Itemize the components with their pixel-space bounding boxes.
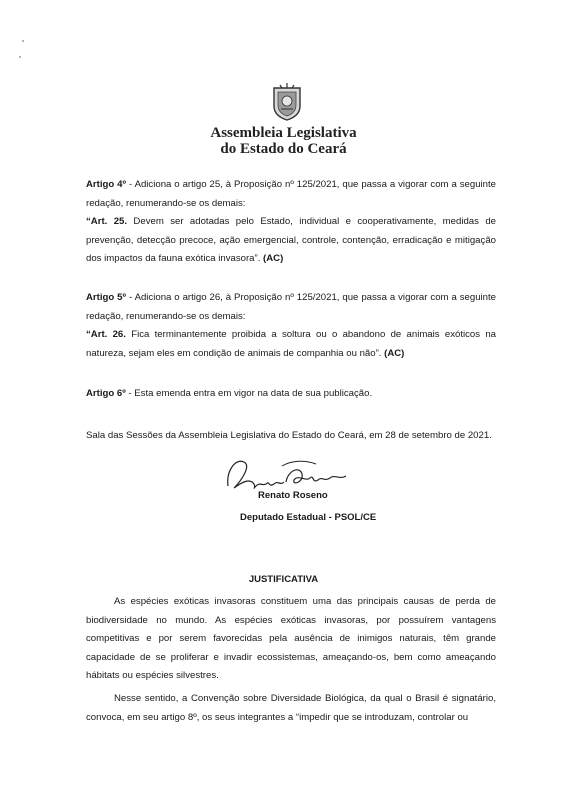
article-4-text: - Adiciona o artigo 25, à Proposição nº 125/2021, que passa a vigorar com a seguinte redação, renumerando-se os demais:	[86, 179, 497, 209]
institution-name-line1: Assembleia Legislativa	[210, 125, 357, 141]
article-5-quote-text: Fica terminantemente proibida a soltura ou o abandono de animais exóticos na natureza, sejam eles em condição de animais de companhia ou não”.	[86, 329, 497, 359]
article-6-text: - Esta emenda entra em vigor na data de sua publicação.	[125, 388, 373, 399]
article-6-label: Artigo 6º	[86, 388, 126, 399]
article-4-quote-text: Devem ser adotadas pelo Estado, individual e cooperativamente, medidas de prevenção, detecção precoce, ação emergencial, controle, contenção, erradicação e mitigação dos impactos da fauna exótica invasora”.	[86, 216, 496, 265]
article-4-label: Artigo 4º	[86, 179, 127, 190]
article-5-quote-label: “Art. 26.	[86, 329, 126, 341]
session-text: Sala das Sessões da Assembleia Legislativa do Estado do Ceará, em 28 de setembro de 2021.	[86, 430, 492, 441]
article-5-label: Artigo 5º	[86, 292, 127, 303]
justificativa-paragraph-1: As espécies exóticas invasoras constituem uma das principais causas de perda de biodiversidade no mundo. As espécies exóticas invasoras, por possuírem vantagens competitivas e por serem favorecidas pela ausência de inimigos naturais, têm grande capacidade de se proliferar e invadir ecossistemas, ameaçando-os, bem como ameaçando hábitats ou espécies silvestres.	[86, 596, 496, 682]
signatory-name: Renato Roseno	[258, 490, 328, 501]
article-6	[86, 385, 496, 404]
article-5-text: - Adiciona o artigo 26, à Proposição nº 125/2021, que passa a vigorar com a seguinte redação, renumerando-se os demais:	[86, 292, 497, 322]
justificativa-title: JUSTIFICATIVA	[248, 574, 319, 585]
article-5-tag: (AC)	[381, 347, 405, 359]
justificativa-body	[86, 593, 496, 727]
scan-speck	[19, 56, 21, 58]
scan-speck	[22, 40, 24, 42]
article-5	[86, 289, 496, 363]
article-4	[86, 176, 496, 269]
article-4-quote-label: “Art. 25.	[86, 216, 128, 228]
article-4-tag: (AC)	[260, 253, 284, 265]
state-coat-of-arms-icon	[270, 82, 304, 122]
signatory-role: Deputado Estadual - PSOL/CE	[240, 512, 377, 523]
institution-name-line2: do Estado do Ceará	[220, 141, 347, 157]
session-line	[86, 427, 496, 446]
justificativa-paragraph-2: Nesse sentido, a Convenção sobre Diversidade Biológica, da qual o Brasil é signatário, convoca, em seu artigo 8º, os seus integrantes a “impedir que se introduzam, controlar ou	[86, 692, 496, 723]
